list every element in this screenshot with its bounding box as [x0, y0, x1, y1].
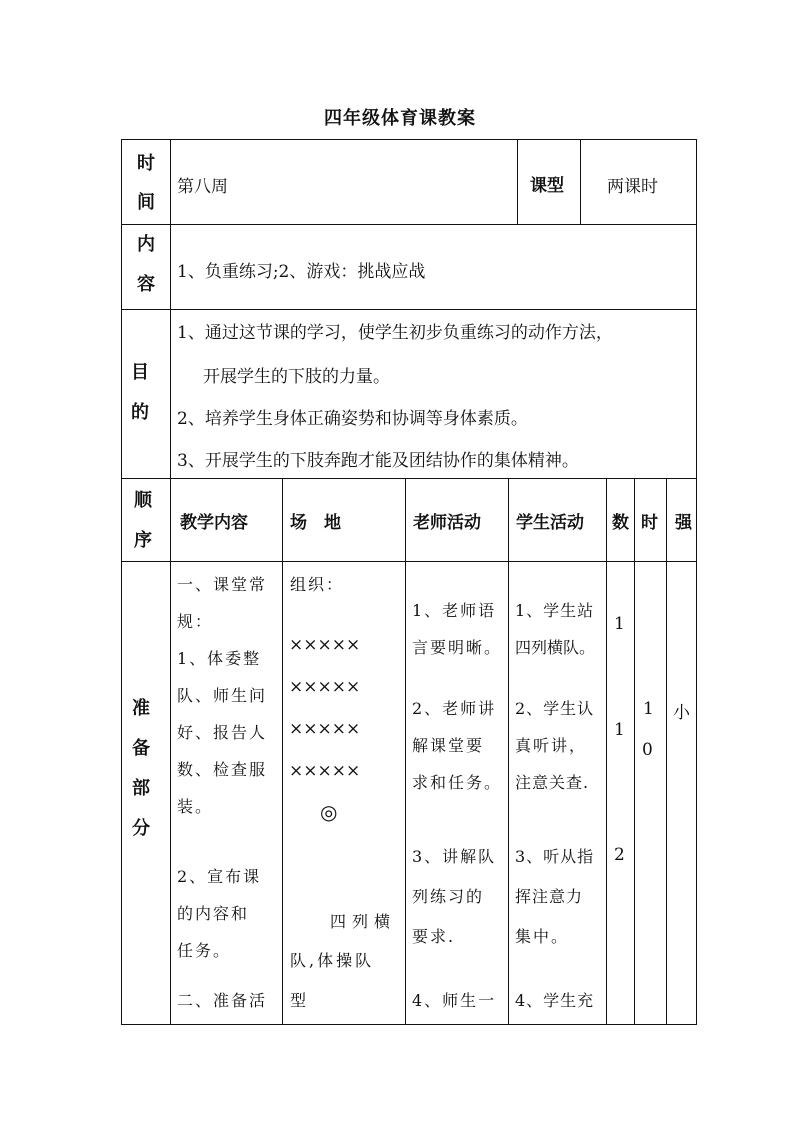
goal-line-4: 3、开展学生的下肢奔跑才能及团结协作的集体精神。 — [177, 451, 579, 471]
student-line-8: 挥注意力 — [515, 887, 584, 906]
content-value: 1、负重练习;2、游戏：挑战应战 — [177, 262, 426, 282]
time-value-2: 0 — [642, 740, 653, 760]
count-value-1: 1 — [614, 614, 625, 634]
student-header: 学生活动 — [516, 513, 584, 533]
count-value-3: 2 — [614, 845, 625, 865]
intensity-value: 小 — [673, 703, 690, 723]
goal-line-2: 开展学生的下肢的力量。 — [203, 367, 390, 387]
section-content-9: 任务。 — [177, 941, 232, 960]
student-line-11: 4、学生充 — [515, 991, 595, 1010]
section-content-6: 装。 — [177, 797, 214, 816]
teacher-line-5: 求和任务。 — [412, 773, 503, 792]
time-label-1: 时 — [137, 153, 155, 174]
student-line-3: 2、学生认 — [515, 699, 595, 718]
teacher-line-0: 1、老师语 — [412, 601, 497, 620]
count-header: 数 — [612, 513, 629, 533]
teacher-line-1: 言要明晰。 — [412, 638, 503, 657]
student-line-4: 真听讲， — [515, 736, 588, 755]
order-header-1: 顺 — [134, 490, 152, 511]
section-label-1: 准 — [132, 698, 150, 719]
formation-row-4: ××××× — [289, 761, 361, 781]
teacher-line-7: 3、讲解队 — [412, 847, 497, 866]
time-value-1: 1 — [643, 699, 654, 719]
teacher-line-3: 2、老师讲 — [412, 699, 497, 718]
student-line-9: 集中。 — [515, 927, 570, 946]
teacher-position-icon: ◎ — [320, 800, 338, 824]
teacher-line-4: 解课堂要 — [412, 736, 485, 755]
count-value-2: 1 — [614, 720, 625, 740]
section-content-0: 一、课堂常 — [177, 575, 268, 594]
goal-label-1: 目 — [131, 362, 149, 383]
type-label: 课型 — [530, 176, 564, 196]
goal-line-1: 1、通过这节课的学习，使学生初步负重练习的动作方法， — [177, 323, 613, 343]
venue-note-3: 型 — [290, 991, 309, 1010]
student-line-7: 3、听从指 — [515, 847, 595, 866]
content-header: 教学内容 — [180, 513, 248, 533]
section-label-4: 分 — [132, 818, 150, 839]
student-line-1: 四列横队。 — [515, 638, 596, 657]
teacher-line-11: 4、师生一 — [412, 991, 497, 1010]
venue-note-2: 队,体操队 — [290, 951, 375, 970]
section-content-8: 的内容和 — [177, 904, 250, 923]
time-header: 时 — [641, 513, 658, 533]
section-intensity-cell — [666, 561, 697, 1025]
section-time-cell — [634, 561, 667, 1025]
goal-label-2: 的 — [131, 402, 149, 423]
section-content-10: 二、准备活 — [177, 991, 268, 1010]
time-value: 第八周 — [177, 177, 228, 197]
teacher-line-9: 要求. — [412, 927, 456, 946]
order-header-2: 序 — [134, 530, 152, 551]
teacher-header: 老师活动 — [413, 513, 481, 533]
formation-row-2: ××××× — [289, 677, 361, 697]
student-line-5: 注意关查. — [515, 773, 590, 792]
teacher-line-8: 列练习的 — [412, 887, 485, 906]
content-label-1: 内 — [137, 234, 155, 255]
student-line-0: 1、学生站 — [515, 601, 595, 620]
section-content-1: 规： — [177, 612, 214, 631]
formation-row-1: ××××× — [289, 635, 361, 655]
intensity-header: 强 — [675, 513, 692, 533]
section-content-7: 2、宣布课 — [177, 867, 262, 886]
venue-title: 组织： — [290, 575, 345, 594]
page-title: 四年级体育课教案 — [324, 108, 476, 129]
section-label-2: 备 — [132, 738, 150, 759]
venue-header: 场 地 — [290, 513, 341, 533]
section-label-3: 部 — [132, 778, 150, 799]
section-content-2: 1、体委整 — [177, 649, 262, 668]
goal-line-3: 2、培养学生身体正确姿势和协调等身体素质。 — [177, 409, 528, 429]
section-content-5: 数、检查服 — [177, 760, 268, 779]
venue-note-1: 四列横 — [330, 912, 397, 931]
section-content-3: 队、师生问 — [177, 686, 268, 705]
content-label-2: 容 — [137, 274, 155, 295]
section-content-4: 好、报告人 — [177, 723, 268, 742]
time-label-2: 间 — [137, 192, 155, 213]
type-value: 两课时 — [607, 177, 658, 197]
formation-row-3: ××××× — [289, 719, 361, 739]
